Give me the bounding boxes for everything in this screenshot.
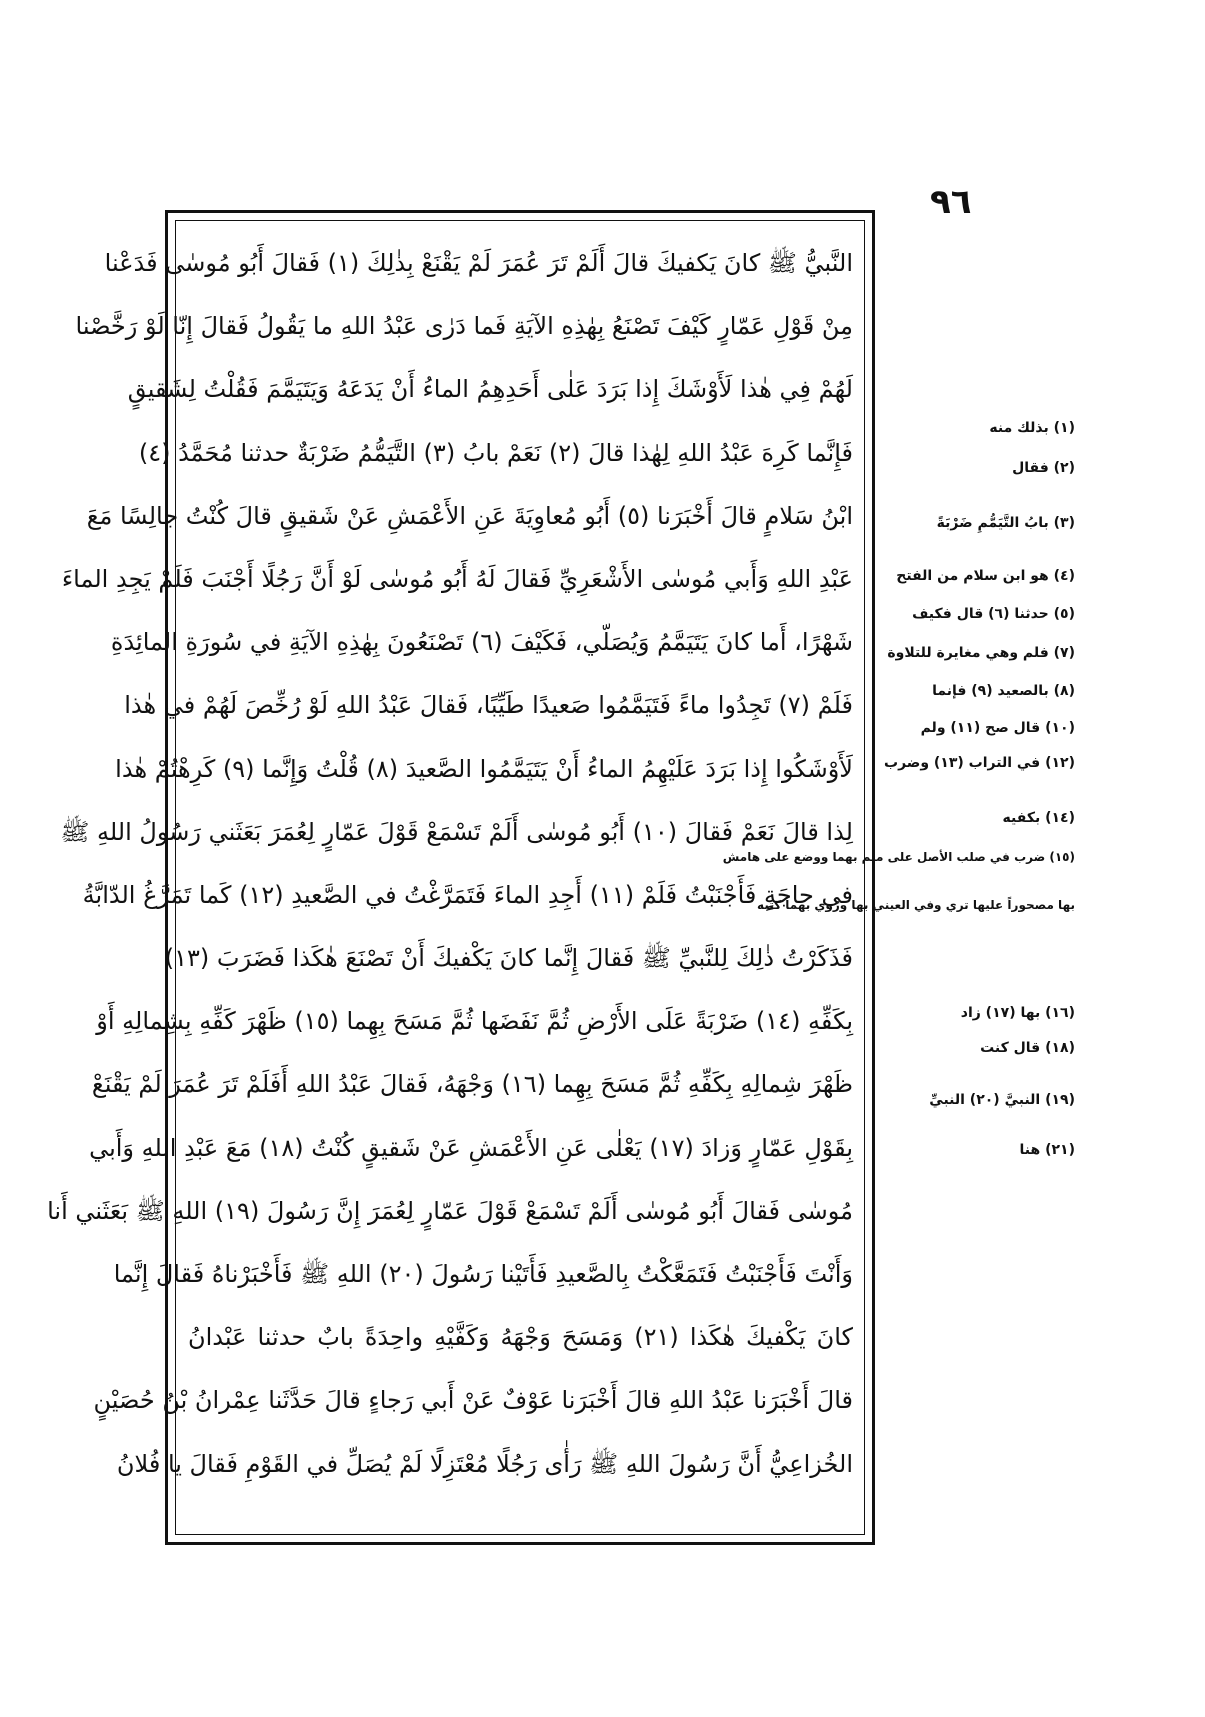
margin-note: (١) بذلك منه bbox=[989, 420, 1075, 436]
page-number: ٩٦ bbox=[930, 182, 972, 222]
text-line: فَذَكَرْتُ ذٰلِكَ لِلنَّبيِّ ﷺ فَقالَ إِنَّما كانَ يَكْفيكَ أَنْ تَصْنَعَ هٰكَذا فَضَرَبَ (١٣) bbox=[164, 944, 853, 973]
margin-note: بها مصحوراً عليها تري وفي العيني بها ورُوي بهما كتبه bbox=[757, 898, 1075, 912]
text-line: الخُزاعِيُّ أَنَّ رَسُولَ اللهِ ﷺ رَأٰى رَجُلًا مُعْتَزِلًا لَمْ يُصَلِّ في القَوْمِ فَقالَ يا فُلانُ bbox=[116, 1449, 853, 1478]
text-line: شَهْرًا، أَما كانَ يَتَيَمَّمُ وَيُصَلّي، فَكَيْفَ (٦) تَصْنَعُونَ بِهٰذِهِ الآيَةِ في سُورَةِ المائِدَةِ bbox=[110, 628, 853, 657]
margin-note: (٢) فقال bbox=[1012, 460, 1075, 476]
text-line: لَأَوْشَكُوا إِذا بَرَدَ عَلَيْهِمُ الماءُ أَنْ يَتَيَمَّمُوا الصَّعيدَ (٨) قُلْتُ وَإِنَّما (٩) كَرِهْتُمْ هٰذا bbox=[115, 754, 853, 783]
text-line: ظَهْرَ شِمالِهِ بِكَفِّهِ ثُمَّ مَسَحَ بِهِما (١٦) وَجْهَهُ، فَقالَ عَبْدُ اللهِ أَفَلَمْ تَرَ عُمَرَ لَمْ يَقْنَعْ bbox=[91, 1070, 853, 1099]
text-line: بِقَوْلِ عَمّارٍ وَزادَ (١٧) يَعْلٰى عَنِ الأَعْمَشِ عَنْ شَقيقٍ كُنْتُ (١٨) مَعَ عَبْدِ اللهِ وَأَبي bbox=[89, 1133, 853, 1162]
text-line: ابْنُ سَلامٍ قالَ أَخْبَرَنا (٥) أَبُو مُعاوِيَةَ عَنِ الأَعْمَشِ عَنْ شَقيقٍ قالَ كُنْتُ جالِسًا مَعَ bbox=[86, 501, 853, 530]
text-line: في حاجَةٍ فَأَجْنَبْتُ فَلَمْ (١١) أَجِدِ الماءَ فَتَمَرَّغْتُ في الصَّعيدِ (١٢) كَما تَمَرَّغُ الدّابَّةُ bbox=[82, 880, 853, 909]
margin-note: (١٦) بها (١٧) زاد bbox=[960, 1005, 1075, 1021]
margin-note: (٤) هو ابن سلام من الفتح bbox=[896, 568, 1075, 584]
text-line: كانَ يَكْفيكَ هٰكَذا (٢١) وَمَسَحَ وَجْهَهُ وَكَفَّيْهِ واحِدَةً بابٌ حدثنا عَبْدانُ bbox=[188, 1323, 853, 1352]
text-line: وَأَنْتَ فَأَجْنَبْتُ فَتَمَعَّكْتُ بِالصَّعيدِ فَأَتَيْنا رَسُولَ (٢٠) اللهِ ﷺ فَأَخْبَرْناهُ فَقالَ إِنَّما bbox=[113, 1260, 853, 1288]
margin-note: (٢١) هنا bbox=[1019, 1142, 1075, 1158]
text-line: لَهُمْ فِي هٰذا لَأَوْشَكَ إِذا بَرَدَ عَلٰى أَحَدِهِمُ الماءُ أَنْ يَدَعَهُ وَيَتَيَمَّمَ فَقُلْتُ لِشَقيقٍ bbox=[127, 375, 853, 404]
margin-note: (٧) فلم وهي مغايرة للتلاوة bbox=[887, 645, 1075, 661]
margin-note: (٥) حدثنا (٦) قال فكيف bbox=[912, 606, 1075, 622]
text-line: مِنْ قَوْلِ عَمّارٍ كَيْفَ تَصْنَعُ بِهٰذِهِ الآيَةِ فَما دَرٰى عَبْدُ اللهِ ما يَقُولُ فَقالَ إِنّا لَوْ رَخَّصْنا bbox=[75, 312, 853, 341]
margin-note: (٨) بالصعيد (٩) فإنما bbox=[932, 683, 1075, 699]
margin-note: (١٥) ضرب في صلب الأصل على ميم بهما ووضع على هامش bbox=[722, 850, 1075, 864]
text-line: فَإِنَّما كَرِهَ عَبْدُ اللهِ لِهٰذا قالَ (٢) نَعَمْ بابُ (٣) التَّيَمُّمُ ضَرْبَةٌ حدثنا مُحَمَّدُ (٤) bbox=[138, 438, 853, 467]
text-line: فَلَمْ (٧) تَجِدُوا ماءً فَتَيَمَّمُوا صَعيدًا طَيِّبًا، فَقالَ عَبْدُ اللهِ لَوْ رُخِّصَ لَهُمْ في هٰذا bbox=[124, 691, 853, 720]
text-line: بِكَفِّهِ (١٤) ضَرْبَةً عَلَى الأَرْضِ ثُمَّ نَفَضَها ثُمَّ مَسَحَ بِهِما (١٥) ظَهْرَ كَفِّهِ بِشِمالِهِ أَوْ bbox=[96, 1007, 853, 1036]
margin-note: (١٨) قال كنت bbox=[980, 1040, 1075, 1056]
margin-note: (١٤) بكفيه bbox=[1002, 810, 1075, 826]
main-text-block bbox=[47, 232, 853, 1522]
text-line: مُوسٰى فَقالَ أَبُو مُوسٰى أَلَمْ تَسْمَعْ قَوْلَ عَمّارٍ لِعُمَرَ إِنَّ رَسُولَ (١٩) اللهِ ﷺ بَعَثَني أَنا bbox=[47, 1196, 853, 1225]
margin-note: (١٠) قال صح (١١) ولم bbox=[920, 720, 1075, 736]
text-line: لِذا قالَ نَعَمْ فَقالَ (١٠) أَبُو مُوسٰى أَلَمْ تَسْمَعْ قَوْلَ عَمّارٍ لِعُمَرَ بَعَثَني رَسُولُ اللهِ ﷺ bbox=[60, 817, 853, 846]
margin-note: (١٩) النبيَّ (٢٠) النبيِّ bbox=[929, 1092, 1075, 1108]
text-line: عَبْدِ اللهِ وَأَبي مُوسٰى الأَشْعَرِيِّ فَقالَ لَهُ أَبُو مُوسٰى لَوْ أَنَّ رَجُلًا أَجْنَبَ فَلَمْ يَجِدِ الماءَ bbox=[61, 564, 853, 593]
text-line: النَّبيُّ ﷺ كانَ يَكفيكَ قالَ أَلَمْ تَرَ عُمَرَ لَمْ يَقْنَعْ بِذٰلِكَ (١) فَقالَ أَبُو مُوسٰى فَدَعْنا bbox=[104, 249, 853, 277]
margin-note: (١٢) في التراب (١٣) وضرب bbox=[884, 755, 1075, 771]
margin-note: (٣) بابُ التَّيَمُّمِ ضَرْبَةً bbox=[936, 515, 1075, 531]
text-line: قالَ أَخْبَرَنا عَبْدُ اللهِ قالَ أَخْبَرَنا عَوْفٌ عَنْ أَبي رَجاءٍ قالَ حَدَّثَنا عِمْرانُ بْنُ حُصَيْنٍ bbox=[93, 1386, 853, 1415]
